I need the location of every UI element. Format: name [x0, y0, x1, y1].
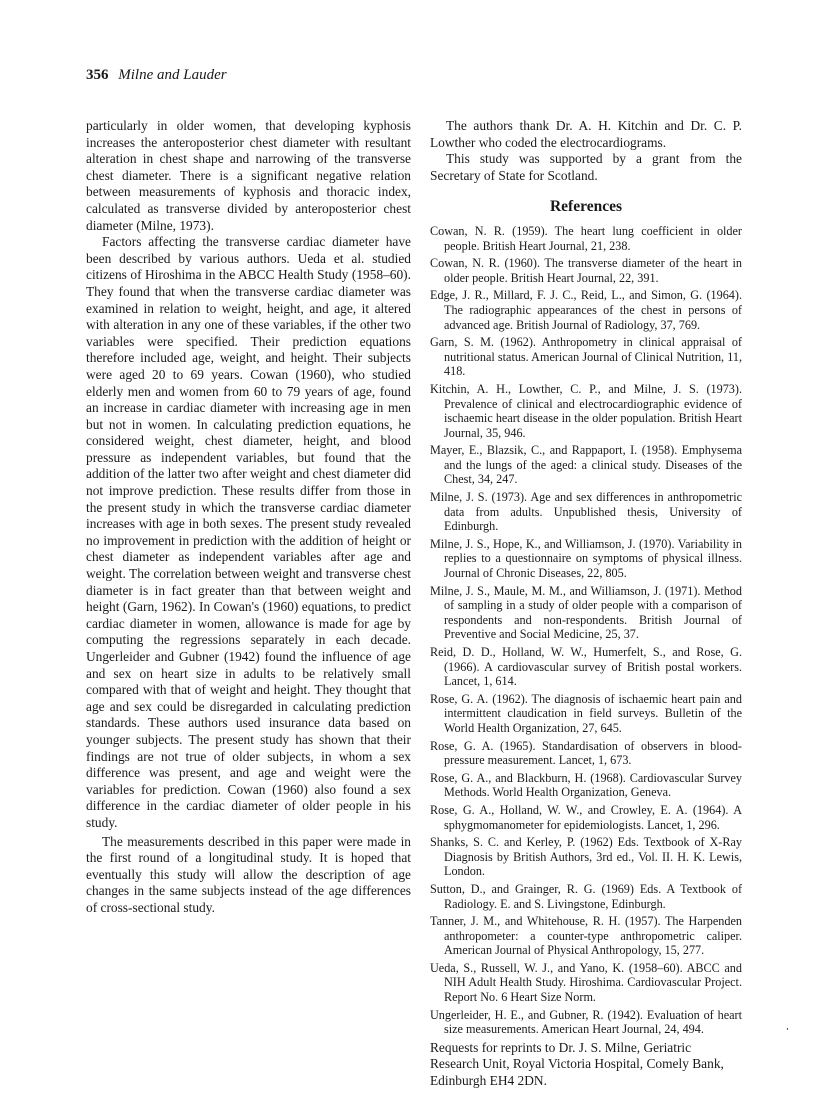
reference-item: Ungerleider, H. E., and Gubner, R. (1942). Evaluation of heart size measurements. American Heart Journal, 24, 494.	[430, 1007, 742, 1037]
reference-item: Milne, J. S., Maule, M. M., and Williamson, J. (1971). Method of sampling in a study of older people with a comparison of respondents and non-respondents. British Journal of Preventive and Social Medicine, 25, 37.	[430, 583, 742, 642]
running-authors: Milne and Lauder	[118, 67, 227, 83]
scan-mark: ⸳	[786, 1022, 789, 1034]
reference-item: Milne, J. S., Hope, K., and Williamson, J. (1970). Variability in replies to a questionnaire on symptoms of physical illness. Journal of Chronic Diseases, 22, 805.	[430, 536, 742, 581]
reference-item: Rose, G. A., and Blackburn, H. (1968). Cardiovascular Survey Methods. World Health Organization, Geneva.	[430, 770, 742, 800]
left-column	[86, 118, 411, 917]
page-number: 356	[86, 67, 109, 83]
reference-item: Sutton, D., and Grainger, R. G. (1969) Eds. A Textbook of Radiology. E. and S. Livingstone, Edinburgh.	[430, 881, 742, 911]
reference-item: Rose, G. A., Holland, W. W., and Crowley, E. A. (1964). A sphygmomanometer for epidemiologists. Lancet, 1, 296.	[430, 802, 742, 832]
reference-item: Mayer, E., Blazsik, C., and Rappaport, I. (1958). Emphysema and the lungs of the aged: a clinical study. Diseases of the Chest, 34, 247.	[430, 443, 742, 487]
funding-paragraph: This study was supported by a grant from the Secretary of State for Scotland.	[430, 151, 742, 183]
reprint-request: Requests for reprints to Dr. J. S. Milne, Geriatric Research Unit, Royal Victoria Hospital, Comely Bank, Edinburgh EH4 2DN.	[430, 1039, 724, 1089]
reference-item: Ueda, S., Russell, W. J., and Yano, K. (1958–60). ABCC and NIH Adult Health Study. Hiroshima. Cardiovascular Project. Report No. 6 Heart Size Norm.	[430, 960, 742, 1005]
reference-item: Garn, S. M. (1962). Anthropometry in clinical appraisal of nutritional status. American Journal of Clinical Nutrition, 11, 418.	[430, 335, 742, 379]
acknowledgement-paragraph: The authors thank Dr. A. H. Kitchin and Dr. C. P. Lowther who coded the electrocardiograms.	[430, 118, 742, 150]
references-heading: References	[549, 198, 622, 216]
reference-item: Milne, J. S. (1973). Age and sex differences in anthropometric data from adults. Unpublished thesis, University of Edinburgh.	[430, 490, 742, 534]
reference-item: Edge, J. R., Millard, F. J. C., Reid, L., and Simon, G. (1964). The radiographic appearances of the chest in persons of advanced age. British Journal of Radiology, 37, 769.	[430, 288, 742, 332]
reference-item: Tanner, J. M., and Whitehouse, R. H. (1957). The Harpenden anthropometer: a counter-type anthropometric caliper. American Journal of Physical Anthropology, 15, 277.	[430, 914, 742, 958]
reference-item: Reid, D. D., Holland, W. W., Humerfelt, S., and Rose, G. (1966). A cardiovascular survey of British postal workers. Lancet, 1, 614.	[430, 645, 742, 689]
reference-item: Cowan, N. R. (1960). The transverse diameter of the heart in older people. British Heart Journal, 22, 391.	[430, 256, 742, 285]
reference-item: Kitchin, A. H., Lowther, C. P., and Milne, J. S. (1973). Prevalence of clinical and electrocardiographic evidence of ischaemic heart disease in the older population. British Heart Journal, 35, 946.	[430, 381, 742, 440]
reference-item: Cowan, N. R. (1959). The heart lung coefficient in older people. British Heart Journal, 21, 238.	[430, 223, 742, 253]
reference-item: Rose, G. A. (1962). The diagnosis of ischaemic heart pain and intermittent claudication in field surveys. Bulletin of the World Health Organization, 27, 645.	[430, 691, 742, 735]
body-paragraph: The measurements described in this paper were made in the first round of a longitudinal study. It is hoped that eventually this study will allow the description of age changes in the same subjects instead of the age differences of cross-sectional study.	[86, 833, 411, 915]
body-paragraph: particularly in older women, that developing kyphosis increases the anteroposterior chest diameter with resultant alteration in chest shape and narrowing of the transverse chest diameter. There is a significant negative relation between measurements of kyphosis and thoracic index, calculated as transverse divided by anteroposterior chest diameter (Milne, 1973).	[86, 118, 411, 233]
body-paragraph: Factors affecting the transverse cardiac diameter have been described by various authors. Ueda et al. studied citizens of Hiroshima in the ABCC Health Study (1958–60). They found that when the transverse cardiac diameter was examined in relation to weight, height, and age, it altered with alteration in any one of these variables, if the other two variables were specified. Their prediction equations therefore included age, weight, and height. Their subjects were aged 20 to 69 years. Cowan (1960), who studied elderly men and women from 60 to 79 years of age, found an increase in cardiac diameter with increasing age in men but not in women. In calculating prediction equations, he considered weight, chest diameter, height, and blood pressure as independent variables, but found that the addition of the latter two after weight and chest diameter did not improve prediction. These results differ from those in the present study in which the transverse cardiac diameter increases with age in both sexes. The present study revealed no improvement in prediction with the addition of height or chest diameter as independent variables after age and weight. The correlation between weight and transverse chest diameter is in fact greater than that between weight and height (Garn, 1962). In Cowan's (1960) equations, to predict cardiac diameter in women, allowance is made for age by computing the regressions separately in each decade. Ungerleider and Gubner (1942) found the influence of age and sex on heart size in adults to be relatively small compared with that of weight and height. They thought that age and sex could be disregarded in calculating prediction standards. These authors used insurance data based on younger subjects. The present study has shown that their findings are not true of older subjects, in whom a sex difference was present, and age and weight were the variables for prediction. Cowan (1960) also found a sex difference in the cardiac diameter of older people in his study.	[86, 234, 411, 830]
reference-list	[430, 224, 742, 1037]
reference-item: Shanks, S. C. and Kerley, P. (1962) Eds. Textbook of X-Ray Diagnosis by British Authors, 3rd ed., Vol. II. H. K. Lewis, London.	[430, 835, 742, 879]
running-header	[86, 67, 227, 84]
reference-item: Rose, G. A. (1965). Standardisation of observers in blood-pressure measurement. Lancet, 1, 673.	[430, 738, 742, 768]
right-column	[430, 118, 742, 1090]
